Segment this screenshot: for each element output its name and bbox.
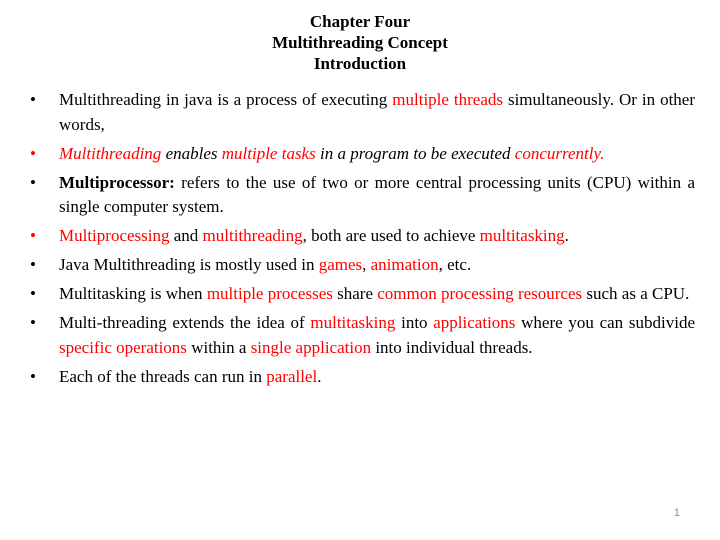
section-title: Introduction (313, 54, 407, 73)
bullet-list (30, 88, 695, 394)
bullet-text: such as a CPU. (582, 284, 690, 303)
page-number: 1 (673, 507, 680, 519)
bullet-item (30, 224, 695, 249)
highlighted-term: specific operations (59, 337, 187, 357)
bullet-text: into individual threads. (371, 337, 533, 357)
bullet-item (30, 365, 695, 390)
chapter-title: Chapter Four (309, 12, 411, 31)
bullet-text: , both are used to achieve (302, 226, 480, 245)
bullet-dot-icon: • (30, 143, 36, 163)
bullet-text: Multi-threading extends the idea of (59, 313, 311, 332)
bullet-dot-icon: • (30, 366, 36, 386)
bullet-text: Java Multithreading is mostly used in (59, 255, 319, 274)
highlighted-term: Multiprocessing (59, 226, 170, 245)
bullet-text: , (362, 255, 371, 274)
bullet-dot-icon: • (30, 255, 36, 274)
bullet-text: Multiprocessor: (59, 172, 175, 192)
bullet-dot-icon: • (30, 284, 36, 303)
bullet-item (30, 282, 695, 307)
highlighted-term: parallel (266, 366, 318, 386)
highlighted-term: multitasking (479, 226, 565, 245)
bullet-text: Multitasking is when (59, 284, 207, 303)
bullet-text: , etc. (438, 255, 472, 274)
highlighted-term: multiple tasks (221, 143, 316, 163)
bullet-text: within a (186, 337, 251, 357)
bullet-item (30, 88, 695, 137)
highlighted-term: Multithreading (59, 143, 162, 163)
bullet-text: in a program to be executed (315, 143, 515, 163)
slide-title-block (0, 11, 720, 74)
bullet-text: refers to the use of two or more central processing units (CPU) within a single computer system. (59, 172, 695, 216)
highlighted-term: multiple threads (392, 90, 503, 109)
highlighted-term: games (318, 255, 363, 274)
highlighted-term: concurrently. (514, 143, 605, 163)
bullet-text: Each of the threads can run in (59, 366, 267, 386)
bullet-item (30, 171, 695, 220)
bullet-text: Multithreading in java is a process of executing (59, 90, 393, 109)
bullet-text: into (395, 313, 434, 332)
bullet-dot-icon: • (30, 172, 36, 192)
bullet-text: . (317, 366, 322, 386)
highlighted-term: single application (250, 337, 372, 357)
bullet-item (30, 311, 695, 360)
highlighted-term: multithreading (202, 226, 303, 245)
bullet-item (30, 253, 695, 278)
bullet-text: and (169, 226, 203, 245)
bullet-text: . (564, 226, 569, 245)
bullet-item (30, 142, 695, 167)
bullet-text: enables (161, 143, 222, 163)
highlighted-term: applications (433, 313, 516, 332)
bullet-text: share (332, 284, 378, 303)
highlighted-term: animation (370, 255, 439, 274)
bullet-dot-icon: • (30, 226, 36, 245)
bullet-text: simultaneously. Or in other words, (59, 90, 695, 134)
bullet-dot-icon: • (30, 313, 36, 332)
bullet-text: where you can subdivide (515, 313, 695, 332)
highlighted-term: multiple processes (206, 284, 333, 303)
highlighted-term: multitasking (310, 313, 396, 332)
bullet-dot-icon: • (30, 90, 36, 109)
highlighted-term: common processing resources (377, 284, 583, 303)
topic-title: Multithreading Concept (272, 33, 448, 52)
